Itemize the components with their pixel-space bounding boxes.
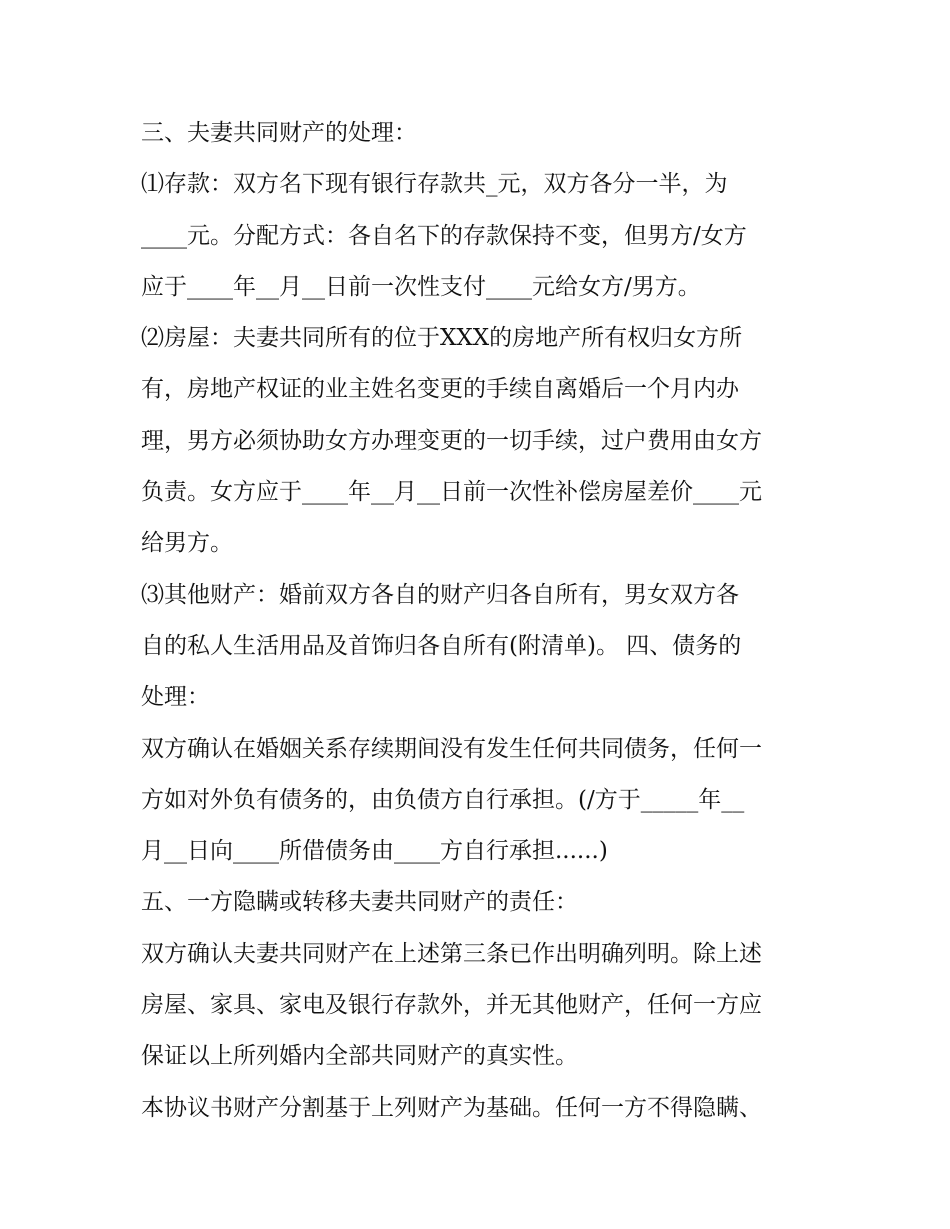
text-line: ⑶其他财产：婚前双方各自的财产归各自所有，男女双方各 [141,581,739,608]
text-line: 负责。女方应于____年__月__日前一次性补偿房屋差价____元 [141,479,762,506]
text-line: 本协议书财产分割基于上列财产为基础。任何一方不得隐瞒、 [141,1094,762,1121]
text-line: 自的私人生活用品及首饰归各自所有(附清单)。 四、债务的 [141,632,742,659]
text-line: 处理： [141,684,210,711]
text-line: 有，房地产权证的业主姓名变更的手续自离婚后一个月内办 [141,376,739,403]
section-heading: 三、夫妻共同财产的处理： [141,120,417,146]
text-line: 双方确认在婚姻关系存续期间没有发生任何共同债务，任何一 [141,735,762,762]
section-heading: 五、一方隐瞒或转移夫妻共同财产的责任： [141,889,578,916]
text-line: 给男方。 [141,530,233,557]
document-body [141,108,821,1134]
text-line: 双方确认夫妻共同财产在上述第三条已作出明确列明。除上述 [141,940,762,967]
text-line: 月__日向____所借债务由____方自行承担......) [141,838,608,865]
text-line: ____元。分配方式：各自名下的存款保持不变，但男方/女方 [141,222,747,249]
text-line: 方如对外负有债务的，由负债方自行承担。(/方于_____年__ [141,786,745,813]
text-line: 保证以上所列婚内全部共同财产的真实性。 [141,1043,578,1070]
text-line: ⑴存款：双方名下现有银行存款共_元，双方各分一半，为 [141,171,728,198]
text-line: 理，男方必须协助女方办理变更的一切手续，过户费用由女方 [141,427,762,454]
text-line: 房屋、家具、家电及银行存款外，并无其他财产，任何一方应 [141,992,762,1019]
text-line: 应于____年__月__日前一次性支付____元给女方/男方。 [141,273,701,300]
text-line: ⑵房屋：夫妻共同所有的位于XXX的房地产所有权归女方所 [141,325,743,352]
